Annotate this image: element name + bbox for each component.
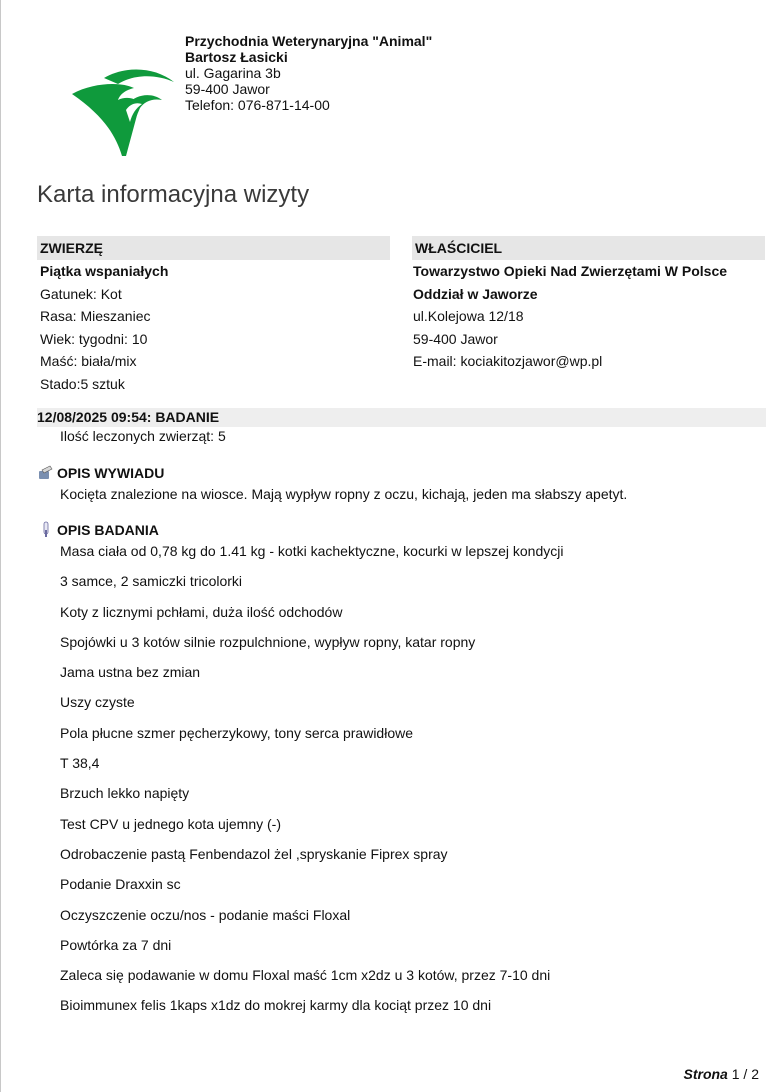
owner-city: 59-400 Jawor — [413, 330, 498, 347]
page-total: 2 — [751, 1066, 759, 1082]
finding-item: Powtórka za 7 dni — [60, 936, 172, 953]
page-number — [684, 1066, 760, 1082]
examination-list — [60, 543, 563, 1028]
clinic-street: ul. Gagarina 3b — [185, 65, 281, 81]
clinic-city: 59-400 Jawor — [185, 81, 270, 97]
page-separator: / — [743, 1066, 748, 1082]
finding-item: Odrobaczenie pastą Fenbendazol żel ,spryskanie Fiprex spray — [60, 845, 448, 862]
clinic-logo — [64, 64, 184, 160]
finding-item: Bioimmunex felis 1kaps x1dz do mokrej karmy dla kociąt przez 10 dni — [60, 997, 492, 1014]
owner-branch: Oddział w Jaworze — [413, 285, 538, 302]
finding-item: T 38,4 — [60, 755, 100, 772]
finding-item: Uszy czyste — [60, 694, 135, 711]
clinic-owner: Bartosz Łasicki — [185, 49, 288, 65]
clinic-name: Przychodnia Weterynaryjna "Animal" — [185, 33, 433, 49]
animal-section-header: ZWIERZĘ — [37, 236, 390, 260]
finding-item: Masa ciała od 0,78 kg do 1.41 kg - kotki kachektyczne, kocurki w lepszej kondycji — [60, 543, 564, 559]
page-current: 1 — [731, 1066, 740, 1082]
finding-item: Oczyszczenie oczu/nos - podanie maści Floxal — [60, 906, 351, 923]
finding-item: Spojówki u 3 kotów silnie rozpulchnione, wypływ ropny, katar ropny — [60, 633, 476, 650]
finding-item: Brzuch lekko napięty — [60, 785, 190, 802]
treated-count: Ilość leczonych zwierząt: 5 — [60, 428, 226, 444]
page-label: Strona — [683, 1066, 728, 1082]
examination-header — [38, 521, 159, 539]
page-title: Karta informacyjna wizyty — [37, 181, 310, 208]
finding-item: Koty z licznymi pchłami, duża ilość odchodów — [60, 603, 343, 620]
owner-name: Towarzystwo Opieki Nad Zwierzętami W Polsce — [413, 263, 728, 279]
owner-email: E-mail: kociakitozjawor@wp.pl — [413, 353, 603, 369]
visit-header: 12/08/2025 09:54: BADANIE — [37, 408, 766, 427]
clinic-phone: Telefon: 076-871-14-00 — [185, 97, 330, 113]
finding-item: Pola płucne szmer pęcherzykowy, tony serca prawidłowe — [60, 724, 414, 741]
animal-age: Wiek: tygodni: 10 — [40, 330, 148, 347]
examination-icon — [38, 521, 54, 539]
finding-item: 3 samce, 2 samiczki tricolorki — [60, 573, 243, 590]
animal-details — [40, 260, 168, 395]
interview-header — [38, 464, 164, 482]
page-border — [0, 0, 1, 1092]
interview-title: OPIS WYWIADU — [57, 465, 165, 481]
finding-item: Test CPV u jednego kota ujemny (-) — [60, 815, 281, 832]
interview-icon — [38, 465, 54, 481]
clinic-info — [185, 33, 432, 113]
interview-text: Kocięta znalezione na wiosce. Mają wypływ ropny z oczu, kichają, jeden ma słabszy apetyt. — [60, 486, 628, 502]
owner-street: ul.Kolejowa 12/18 — [413, 308, 524, 324]
finding-item: Jama ustna bez zmian — [60, 664, 201, 681]
animal-color: Maść: biała/mix — [40, 353, 137, 369]
owner-details — [413, 260, 727, 373]
animal-species: Gatunek: Kot — [40, 285, 122, 302]
animal-herd: Stado:5 sztuk — [40, 375, 125, 392]
examination-title: OPIS BADANIA — [57, 522, 159, 538]
finding-item: Podanie Draxxin sc — [60, 876, 181, 893]
animal-breed: Rasa: Mieszaniec — [40, 308, 151, 324]
owner-section-header: WŁAŚCICIEL — [412, 236, 765, 260]
animal-name: Piątka wspaniałych — [40, 263, 169, 279]
finding-item: Zaleca się podawanie w domu Floxal maść 1cm x2dz u 3 kotów, przez 7-10 dni — [60, 967, 551, 984]
